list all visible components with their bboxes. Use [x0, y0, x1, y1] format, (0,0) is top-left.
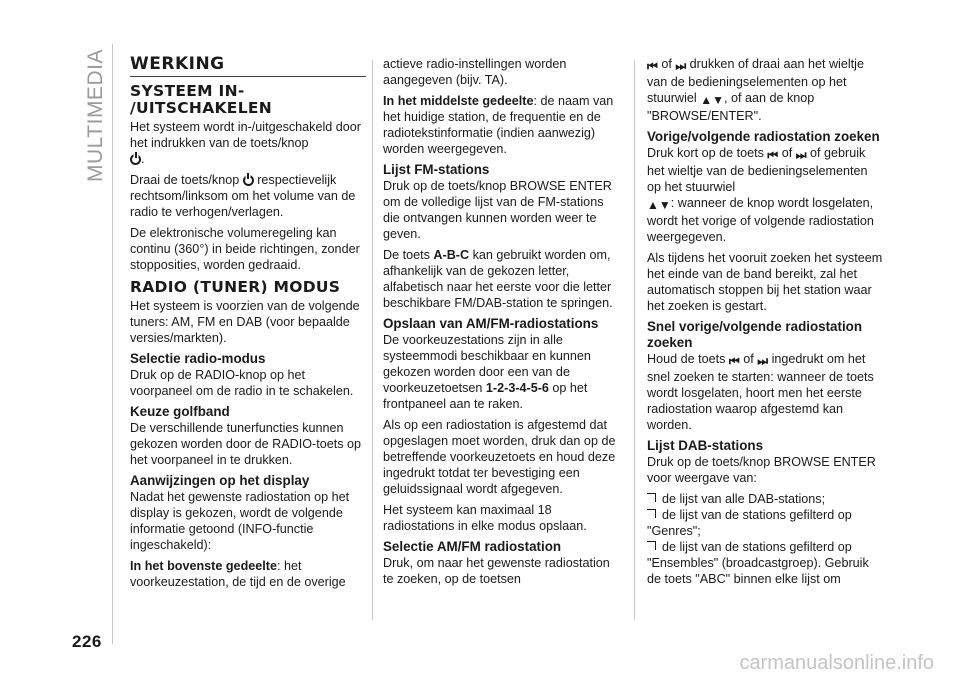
- paragraph: In het bovenste gedeelte: het voorkeuzestation, de tijd en de overige: [130, 559, 346, 589]
- watermark: carmanualsonline.info: [739, 652, 934, 674]
- paragraph: Het systeem is voorzien van de volgende tuners: AM, FM en DAB (voor bepaalde versies/markten).: [130, 299, 360, 345]
- heading-select-station: Selectie AM/FM radiostation: [383, 539, 562, 554]
- paragraph: actieve radio-instellingen worden aangegeven (bijv. TA).: [383, 57, 567, 87]
- heading-band: Keuze golfband: [130, 404, 230, 419]
- heading-radio-mode: RADIO (TUNER) MODUS: [130, 278, 341, 296]
- bullet-icon: [647, 493, 656, 502]
- heading-save-stations: Opslaan van AM/FM-radiostations: [383, 316, 599, 331]
- paragraph: De verschillende tunerfuncties kunnen gekozen worden door de RADIO-toets op het voorpaneel in te drukken.: [130, 421, 362, 467]
- next-track-icon: ⏭: [795, 148, 807, 162]
- heading-fm-list: Lijst FM-stations: [383, 162, 490, 177]
- paragraph: In het middelste gedeelte: de naam van het huidige station, de frequentie en de radiotekstinformatie (indien aanwezig) worden weergegeven.: [383, 94, 614, 156]
- next-track-icon: ⏭: [675, 59, 687, 73]
- paragraph: Als tijdens het vooruit zoeken het systeem het einde van de band bereikt, zal het automatisch stoppen bij het station waar het zoeken is gestart.: [647, 251, 883, 313]
- paragraph: Nadat het gewenste radiostation op het display is gekozen, wordt de volgende informatie getoond (INFO-functie ingeschakeld):: [130, 490, 350, 552]
- heading-display: Aanwijzingen op het display: [130, 473, 310, 488]
- arrow-down-icon: ▼: [712, 93, 724, 107]
- heading-onoff: SYSTEEM IN- /UITSCHAKELEN: [130, 82, 273, 117]
- title-rule: [130, 76, 366, 77]
- paragraph: Het systeem kan maximaal 18 radiostations in elke modus opslaan.: [383, 503, 587, 533]
- paragraph: De elektronische volumeregeling kan continu (360°) in beide richtingen, zonder stopposities, worden gedraaid.: [130, 226, 360, 272]
- preset-keys-label: 1-2-3-4-5-6: [485, 381, 549, 395]
- paragraph: Als op een radiostation is afgestemd dat opgeslagen moet worden, druk dan op de betreffende voorkeuzetoets en houd deze ingedrukt totdat ter bevestiging een geluidssignaal wordt afgegeven.: [383, 418, 616, 496]
- power-knob-icon: [243, 175, 254, 186]
- paragraph: ⏮ of ⏭ drukken of draai aan het wieltje van de bedieningselementen op het stuurwiel ▲▼, of aan de knop "BROWSE/ENTER".: [647, 57, 864, 123]
- abc-key-label: A-B-C: [433, 248, 470, 262]
- paragraph: Draai de toets/knop respectievelijk rechtsom/linksom om het volume van de radio te verhogen/verlagen.: [130, 173, 356, 219]
- heading-select-mode: Selectie radio-modus: [130, 351, 266, 366]
- paragraph: Druk op de RADIO-knop op het voorpaneel om de radio in te schakelen.: [130, 368, 354, 398]
- section-tab: [80, 44, 110, 184]
- page-number: 226: [72, 632, 102, 651]
- paragraph: Houd de toets ⏮ of ⏭ ingedrukt om het snel zoeken te starten: wanneer de toets wordt losgelaten, hoort men het eerste radiostation waarop afgestemd kan worden.: [647, 352, 874, 432]
- section-tab-label: MULTIMEDIA: [84, 49, 107, 182]
- bullet-icon: [647, 541, 656, 550]
- paragraph: Druk kort op de toets ⏮ of ⏭ of gebruik het wieltje van de bedieningselementen op het stuurwiel ▲▼: wanneer de knop wordt losgelaten, wordt het vorige of volgende radiostation weergegeven.: [647, 146, 874, 244]
- paragraph: De toets A-B-C kan gebruikt worden om, afhankelijk van de gekozen letter, alfabetisch naar het eerste voor die letter beschikbare FM/DAB-station te springen.: [383, 248, 613, 310]
- arrow-down-icon: ▼: [658, 198, 671, 212]
- column-divider: [634, 60, 635, 620]
- list-item: de lijst van de stations gefilterd op "Ensembles" (broadcastgroep). Gebruik de toets "ABC" binnen elke lijst om: [647, 540, 869, 586]
- heading-fast-search: Snel vorige/volgende radiostation zoeken: [647, 319, 863, 350]
- power-knob-icon: [130, 154, 141, 165]
- column-3: [647, 56, 883, 587]
- previous-track-icon: ⏮: [728, 354, 740, 368]
- list-item: de lijst van alle DAB-stations;: [647, 491, 883, 507]
- arrow-up-icon: ▲: [700, 93, 713, 107]
- column-1: [130, 56, 366, 595]
- previous-track-icon: ⏮: [767, 148, 779, 162]
- next-track-icon: ⏭: [757, 354, 769, 368]
- paragraph: Het systeem wordt in-/uitgeschakeld door het indrukken van de toets/knop .: [130, 120, 361, 166]
- previous-track-icon: ⏮: [647, 59, 658, 73]
- list-item: de lijst van de stations gefilterd op "Genres";: [647, 508, 852, 538]
- column-2: [383, 56, 619, 592]
- bullet-icon: [647, 509, 656, 518]
- column-divider: [372, 60, 373, 620]
- heading-dab-list: Lijst DAB-stations: [647, 438, 764, 453]
- paragraph: Druk, om naar het gewenste radiostation te zoeken, op de toetsen: [383, 556, 610, 586]
- page-title: WERKING: [130, 54, 225, 74]
- arrow-up-icon: ▲: [647, 198, 659, 212]
- section-divider: [112, 44, 113, 644]
- paragraph: Druk op de toets/knop BROWSE ENTER voor weergave van:: [647, 455, 876, 485]
- paragraph: De voorkeuzestations zijn in alle systeemmodi beschikbaar en kunnen gekozen worden door een van de voorkeuzetoetsen 1-2-3-4-5-6 op het frontpaneel aan te raken.: [383, 333, 591, 411]
- paragraph: Druk op de toets/knop BROWSE ENTER om de volledige lijst van de FM-stations die ontvangen kunnen worden weer te geven.: [383, 179, 612, 241]
- heading-prev-next: Vorige/volgende radiostation zoeken: [647, 129, 880, 144]
